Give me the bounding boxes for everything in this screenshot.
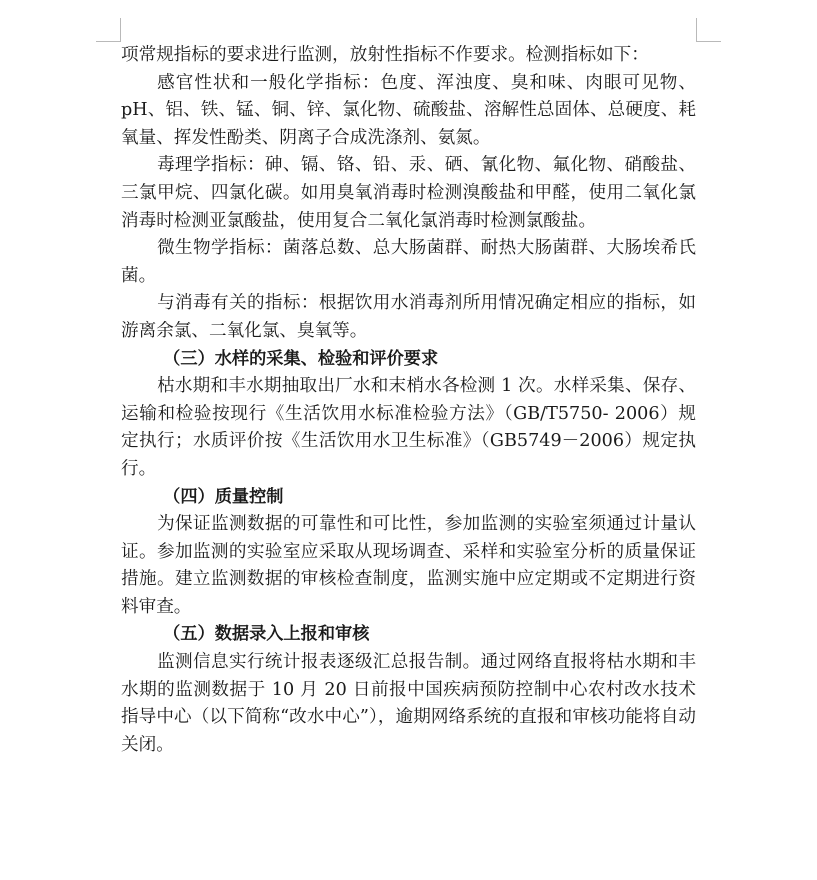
document-body[interactable] — [121, 42, 696, 759]
margin-marker-top-left-horizontal — [96, 41, 121, 42]
paragraph-continuation: 项常规指标的要求进行监测，放射性指标不作要求。检测指标如下： — [121, 45, 649, 65]
section-heading-sampling: （三）水样的采集、检验和评价要求 — [163, 348, 439, 369]
paragraph-sampling: 枯水期和丰水期抽取出厂水和末梢水各检测 1 次。水样采集、保存、运输和检验按现行《生活饮用水标准检验方法》（GB/T5750- 2006）规定执行；水质评价按《生活饮用水卫生标准》（GB5749－2006）规定执行。 — [121, 376, 696, 479]
section-heading-quality-control: （四）质量控制 — [163, 486, 284, 507]
paragraph-sensory-indicators: 感官性状和一般化学指标：色度、浑浊度、臭和味、肉眼可见物、pH、铝、铁、锰、铜、锌、氯化物、硫酸盐、溶解性总固体、总硬度、耗氧量、挥发性酚类、阴离子合成洗涤剂、氨氮。 — [121, 72, 696, 148]
margin-marker-top-left-vertical — [120, 18, 121, 42]
margin-marker-top-right-horizontal — [696, 41, 721, 42]
paragraph-data-reporting: 监测信息实行统计报表逐级汇总报告制。通过网络直报将枯水期和丰水期的监测数据于 10 月 20 日前报中国疾病预防控制中心农村改水技术指导中心（以下简称“改水中心”），逾期网络系统的直报和审核功能将自动关闭。 — [121, 652, 696, 755]
paragraph-toxicology-indicators: 毒理学指标：砷、镉、铬、铅、汞、硒、氰化物、氟化物、硝酸盐、三氯甲烷、四氯化碳。如用臭氧消毒时检测溴酸盐和甲醛，使用二氧化氯消毒时检测亚氯酸盐，使用复合二氧化氯消毒时检测氯酸盐。 — [121, 155, 696, 231]
paragraph-microbiology-indicators: 微生物学指标：菌落总数、总大肠菌群、耐热大肠菌群、大肠埃希氏菌。 — [121, 238, 696, 286]
paragraph-disinfection-indicators: 与消毒有关的指标：根据饮用水消毒剂所用情况确定相应的指标，如游离余氯、二氧化氯、臭氧等。 — [121, 293, 696, 341]
section-heading-data-reporting: （五）数据录入上报和审核 — [163, 624, 370, 645]
margin-marker-top-right-vertical — [696, 18, 697, 42]
paragraph-quality-control: 为保证监测数据的可靠性和可比性，参加监测的实验室须通过计量认证。参加监测的实验室应采取从现场调查、采样和实验室分析的质量保证措施。建立监测数据的审核检查制度，监测实施中应定期或不定期进行资料审查。 — [121, 514, 696, 617]
